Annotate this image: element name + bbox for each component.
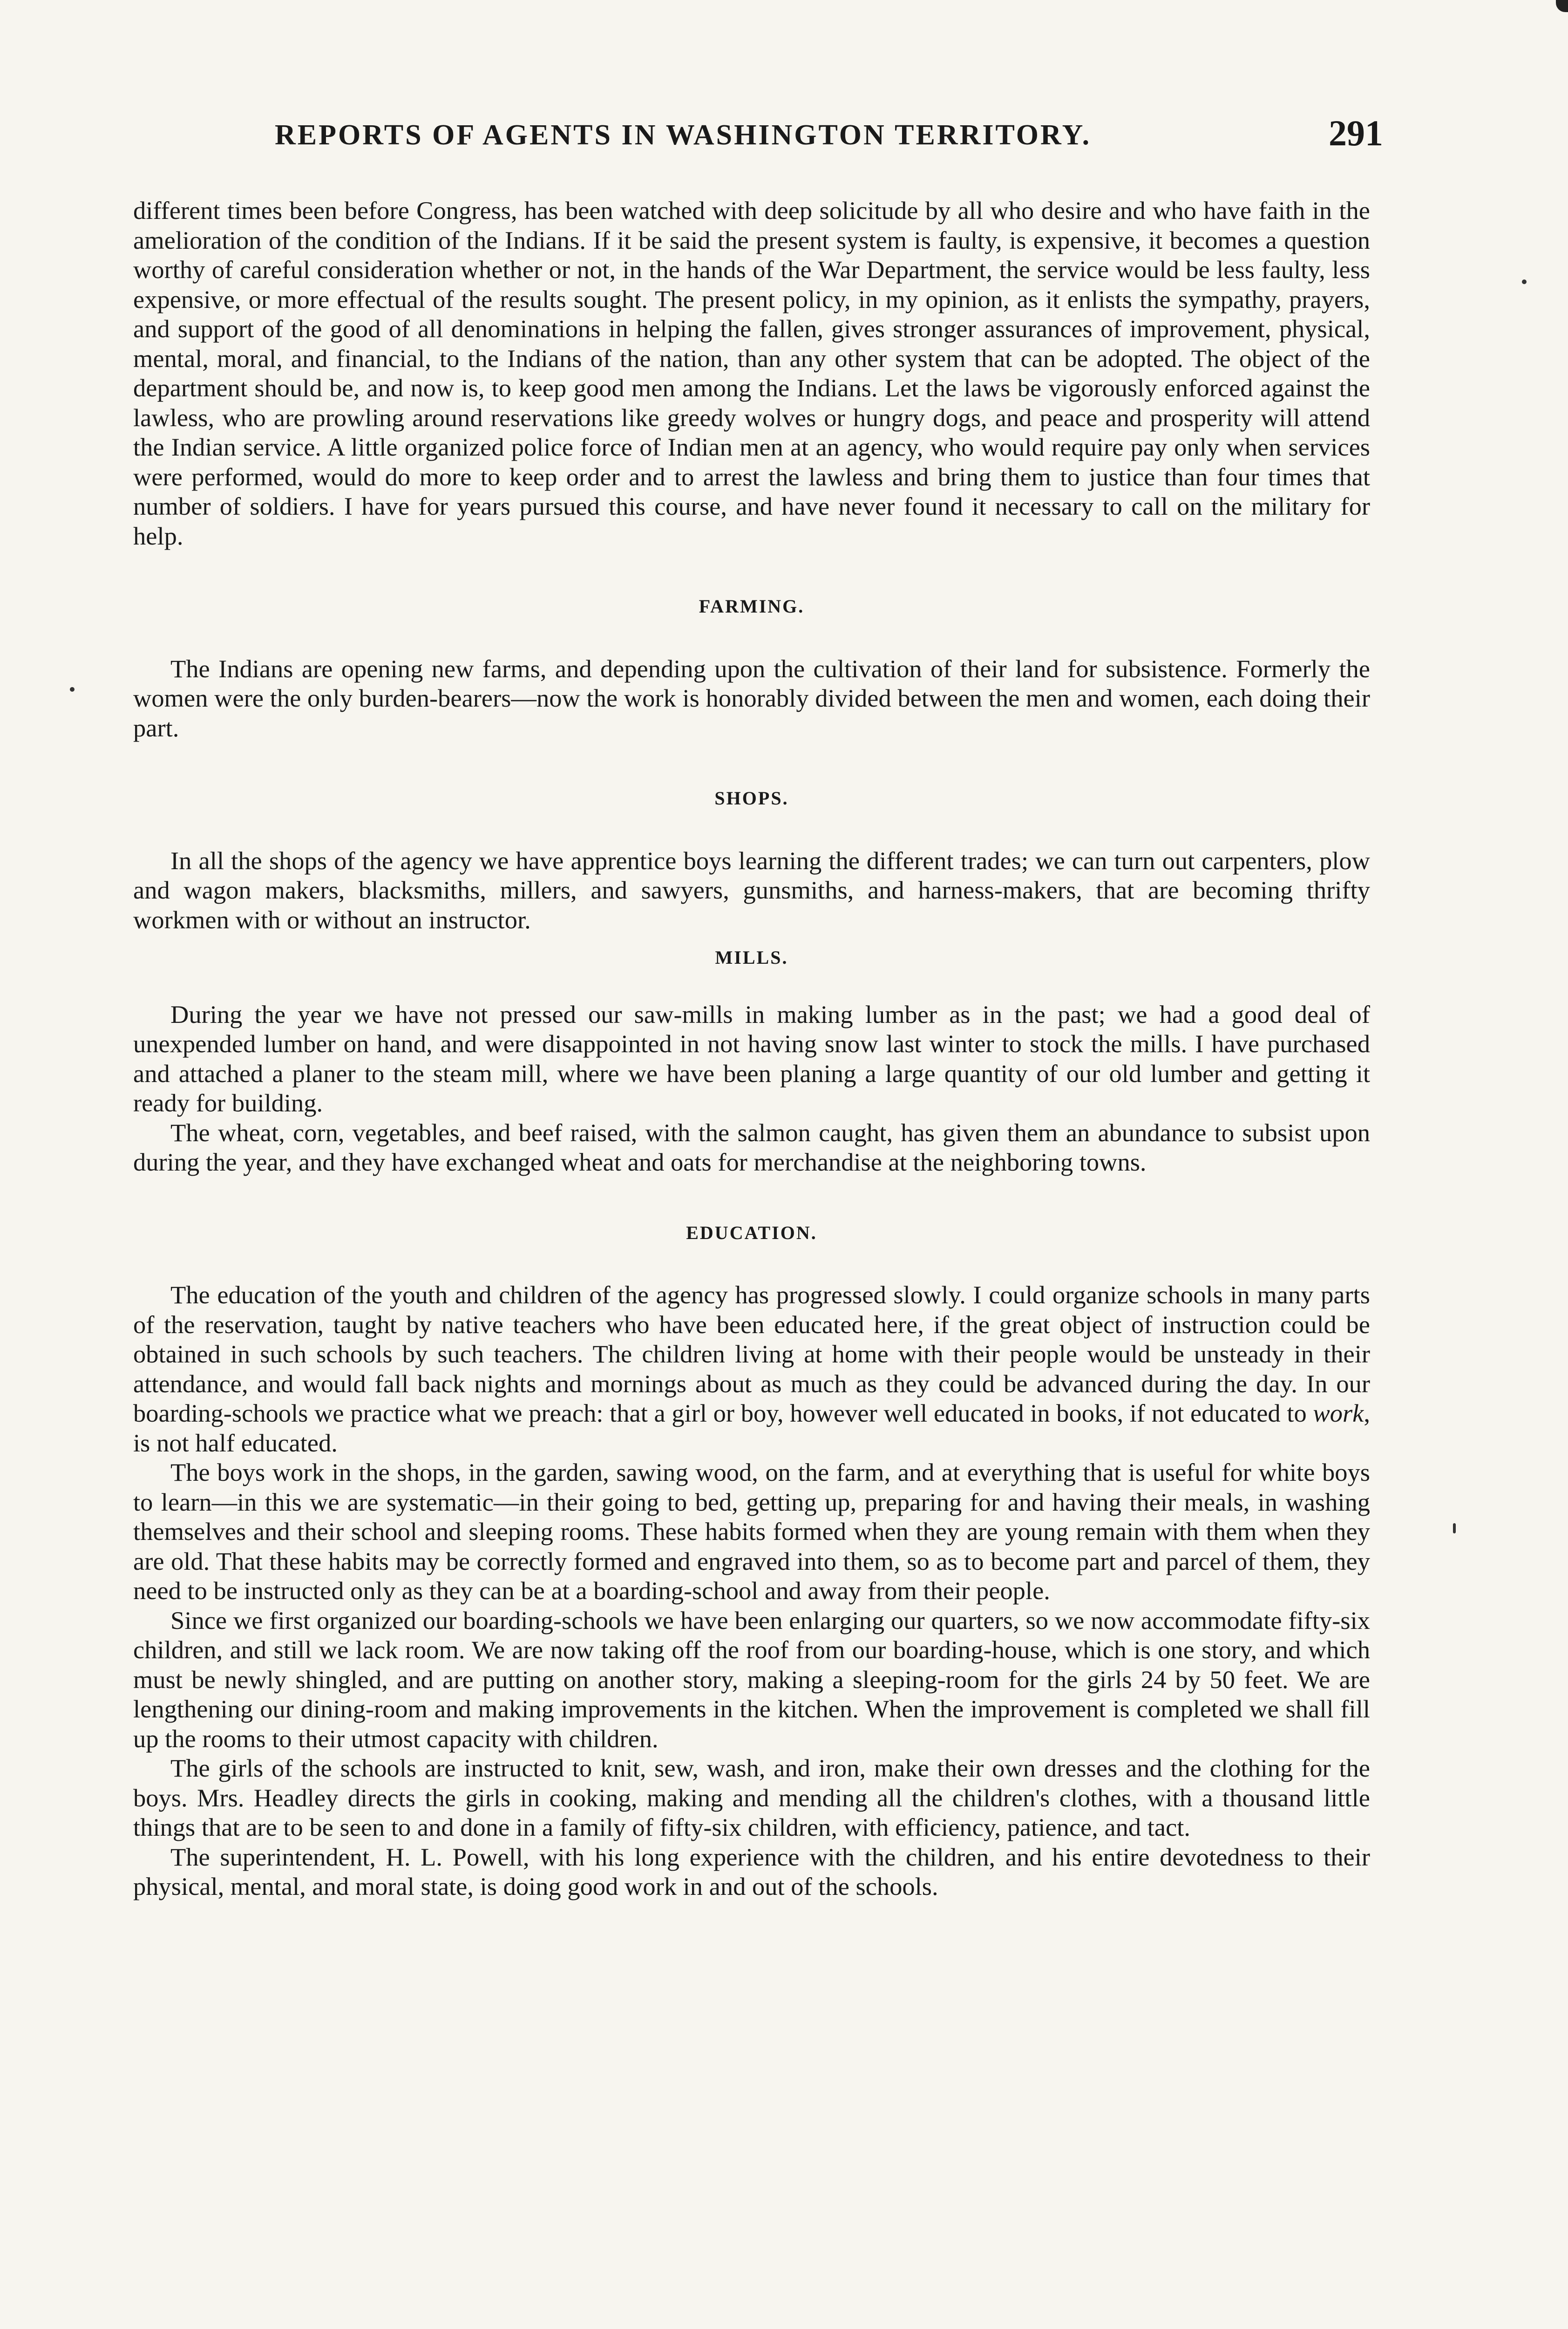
page-number: 291 [1329,113,1383,153]
section-heading-education: EDUCATION. [686,1222,817,1243]
shops-paragraph: In all the shops of the agency we have apprentice boys learning the different trades; we can turn out carpenters, plow and wagon makers, blacksmiths, millers, and sawyers, gunsmiths, and harness-makers, that are becoming thrifty workmen with or without an instructor. [133,846,1370,934]
education-paragraph: The boys work in the shops, in the garden, sawing wood, on the farm, and at everything that is useful for white boys to learn—in this we are systematic—in their going to bed, getting up, preparing for and having their meals, in washing themselves and their school and sleeping rooms. These habits formed when they are young remain with them when they are old. That these habits may be correctly formed and engraved into them, so as to become part and parcel of them, they need to be instructed only as they can be at a boarding-school and away from their people. [133,1458,1370,1605]
farming-paragraph: The Indians are opening new farms, and depending upon the cultivation of their land for subsistence. Formerly the women were the only burden-bearers—now the work is honorably divided between the men and women, each doing their part. [133,654,1370,742]
section-heading-shops: SHOPS. [714,788,789,809]
education-paragraph: Since we first organized our boarding-schools we have been enlarging our quarters, so we now accommodate fifty-six children, and still we lack room. We are now taking off the roof from our boarding-house, which is one story, and which must be newly shingled, and are putting on another story, making a sleeping-room for the girls 24 by 50 feet. We are lengthening our dining-room and making improvements in the kitchen. When the improvement is completed we shall fill up the rooms to their utmost capacity with children. [133,1606,1370,1753]
education-paragraph [133,1280,1370,1457]
opening-paragraph: different times been before Congress, has been watched with deep solicitude by all who desire and who have faith in the amelioration of the condition of the Indians. If it be said the present system is faulty, is expensive, it becomes a question worthy of careful consideration whether or not, in the hands of the War Department, the service would be less faulty, less expensive, or more effectual of the results sought. The present policy, in my opinion, as it enlists the sympathy, prayers, and support of the good of all denominations in helping the fallen, gives stronger assurances of improvement, physical, mental, moral, and financial, to the Indians of the nation, than any other system that can be adopted. The object of the department should be, and now is, to keep good men among the Indians. Let the laws be vigorously enforced against the lawless, who are prowling around reservations like greedy wolves or hungry dogs, and peace and prosperity will attend the Indian service. A little organized police force of Indian men at an agency, who would require pay only when services were performed, would do more to keep order and to arrest the lawless and bring them to justice than four times that number of soldiers. I have for years pursued this course, and have never found it necessary to call on the military for help. [133,196,1370,550]
mills-paragraph: The wheat, corn, vegetables, and beef raised, with the salmon caught, has given them an abundance to subsist upon during the year, and they have exchanged wheat and oats for merchandise at the neighboring towns. [133,1118,1370,1176]
section-heading-mills: MILLS. [715,947,788,968]
page-corner-mark [1556,0,1568,12]
print-speck [1453,1523,1456,1533]
running-title: REPORTS OF AGENTS IN WASHINGTON TERRITORY. [275,119,1092,151]
emphasis-work: work [1313,1399,1364,1427]
education-paragraph: The superintendent, H. L. Powell, with his long experience with the children, and his entire devotedness to their physical, mental, and moral state, is doing good work in and out of the schools. [133,1842,1370,1900]
body-text [133,196,1370,1901]
print-speck [70,687,75,692]
education-text: , is not half educated. [133,1399,1370,1457]
mills-paragraph: During the year we have not pressed our saw-mills in making lumber as in the past; we had a good deal of unexpended lumber on hand, and were disappointed in not having snow last winter to stock the mills. I have purchased and attached a planer to the steam mill, where we have been planing a large quantity of our old lumber and getting it ready for building. [133,1000,1370,1117]
section-heading-farming: FARMING. [699,596,805,617]
running-header [275,113,1383,161]
print-speck [1522,279,1527,284]
education-paragraph: The girls of the schools are instructed to knit, sew, wash, and iron, make their own dresses and the clothing for the boys. Mrs. Headley directs the girls in cooking, making and mending all the children's clothes, with a thousand little things that are to be seen to and done in a family of fifty-six children, with efficiency, patience, and tact. [133,1754,1370,1841]
education-text: The education of the youth and children of the agency has progressed slowly. I could organize schools in many parts of the reservation, taught by native teachers who have been educated here, if the great object of instruction could be obtained in such schools by such teachers. The children living at home with their people would be unsteady in their attendance, and would fall back nights and mornings about as much as they could be advanced during the day. In our boarding-schools we practice what we preach: that a girl or boy, however well educated in books, if not educated to [133,1280,1370,1427]
